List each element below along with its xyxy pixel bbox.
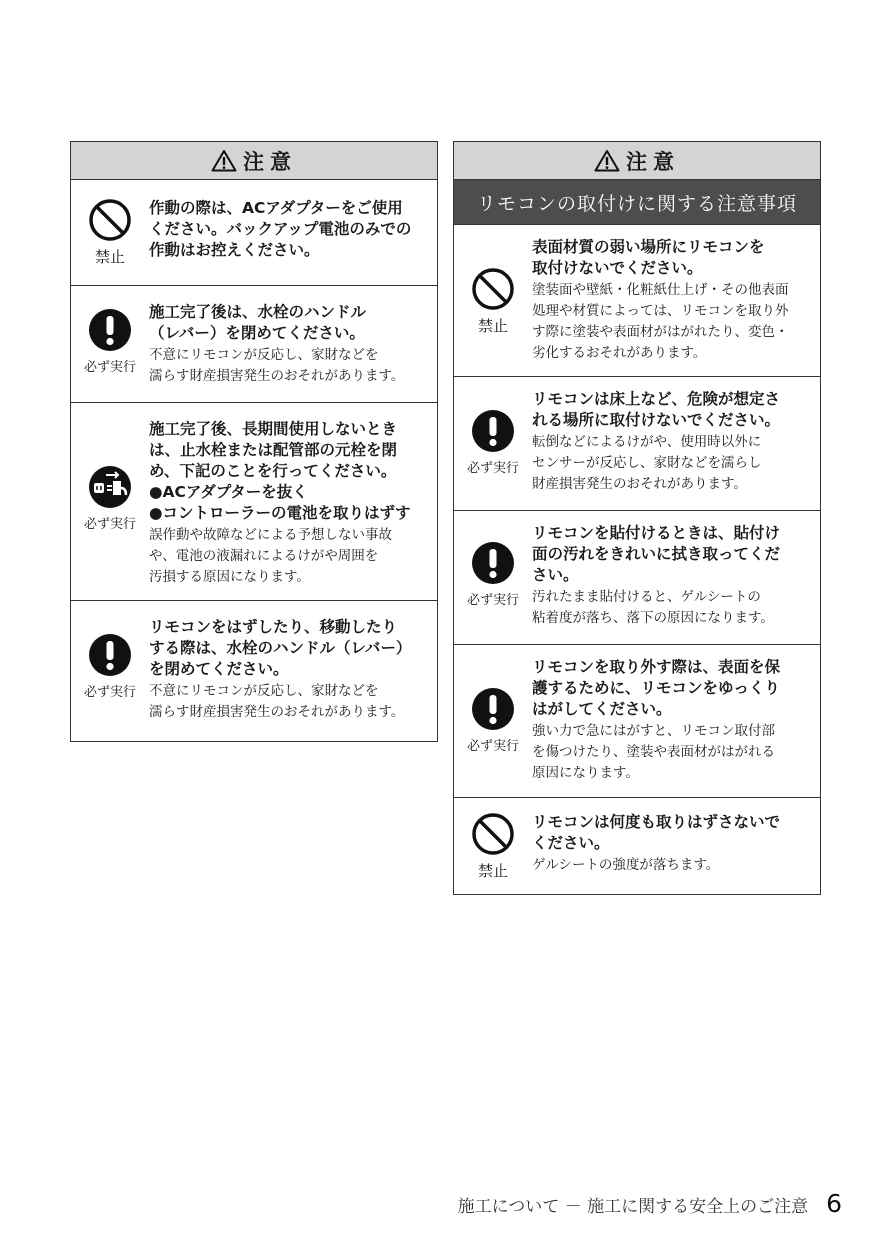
caution-header [71,142,437,180]
icon-label: 必ず実行 [83,360,136,375]
warning-triangle-icon [594,149,620,172]
item-heading: 施工完了後、長期間使用しないとき は、止水栓または配管部の元栓を閉 め、下記のことを行ってください。 ●ACアダプターを抜く ●コントローラーの電池を取りはずす [149,420,411,522]
item-description: 不意にリモコンが反応し、家財などを 濡らす財産損害発生のおそれがあります。 [149,683,405,720]
item-heading: 施工完了後は、水栓のハンドル （レバー）を閉めてください。 [149,303,367,342]
caution-header [454,142,820,180]
item-heading: リモコンを取り外す際は、表面を保 護するために、リモコンをゆっくり はがしてください。 [532,658,781,718]
item-description: 不意にリモコンが反応し、家財などを 濡らす財産損害発生のおそれがあります。 [149,347,405,384]
caution-panel-left [70,141,438,742]
mandatory-icon [88,308,132,352]
icon-label: 禁止 [94,248,125,266]
item-heading: 作動の際は、ACアダプターをご使用 ください。バックアップ電池のみでの 作動はお控えください。 [149,199,412,259]
mandatory-icon [471,687,515,731]
caution-item [71,286,437,403]
caution-item [454,225,820,377]
caution-item [454,645,820,798]
unplug-icon [88,465,132,509]
icon-label: 必ず実行 [466,739,519,754]
mandatory-icon [471,541,515,585]
item-description: 強い力で急にはがすと、リモコン取付部 を傷つけたり、塗装や表面材がはがれる 原因になります。 [532,723,775,781]
icon-label: 禁止 [477,862,508,880]
icon-label: 必ず実行 [83,517,136,532]
caution-header-text: 注意 [626,149,680,174]
prohibited-icon [471,812,515,856]
icon-label: 必ず実行 [466,593,519,608]
item-description: ゲルシートの強度が落ちます。 [532,857,720,873]
warning-triangle-icon [211,149,237,172]
footer-section-title: 施工について － 施工に関する安全上のご注意 [457,1197,809,1217]
section-subheader: リモコンの取付けに関する注意事項 [454,180,820,225]
mandatory-icon [471,409,515,453]
caution-item [71,601,437,741]
caution-item [454,511,820,645]
icon-label: 必ず実行 [83,685,136,700]
item-heading: リモコンは何度も取りはずさないで ください。 [532,813,781,852]
prohibited-icon [88,198,132,242]
caution-item [71,180,437,286]
icon-label: 禁止 [477,317,508,335]
caution-header-text: 注意 [243,149,297,174]
caution-item [454,377,820,511]
item-heading: リモコンは床上など、危険が想定さ れる場所に取付けないでください。 [532,390,781,429]
caution-item [454,798,820,894]
prohibited-icon [471,267,515,311]
item-heading: リモコンを貼付けるときは、貼付け 面の汚れをきれいに拭き取ってくだ さい。 [532,524,781,584]
caution-item [71,403,437,601]
icon-label: 必ず実行 [466,461,519,476]
item-heading: 表面材質の弱い場所にリモコンを 取付けないでください。 [532,238,765,277]
page-footer [458,1189,842,1218]
item-heading: リモコンをはずしたり、移動したり する際は、水栓のハンドル（レバー） を閉めてください。 [149,618,412,678]
item-description: 転倒などによるけがや、使用時以外に センサーが反応し、家財などを濡らし 財産損害発生のおそれがあります。 [532,434,762,492]
mandatory-icon [88,633,132,677]
item-description: 汚れたまま貼付けると、ゲルシートの 粘着度が落ち、落下の原因になります。 [532,589,774,626]
item-description: 塗装面や壁紙・化粧紙仕上げ・その他表面 処理や材質によっては、リモコンを取り外 す際に塗装や表面材がはがれたり、変色・ 劣化するおそれがあります。 [532,282,789,361]
caution-panel-right [453,141,821,895]
page-number: 6 [826,1189,842,1218]
item-description: 誤作動や故障などによる予想しない事故 や、電池の液漏れによるけがや周囲を 汚損する原因になります。 [149,527,392,585]
